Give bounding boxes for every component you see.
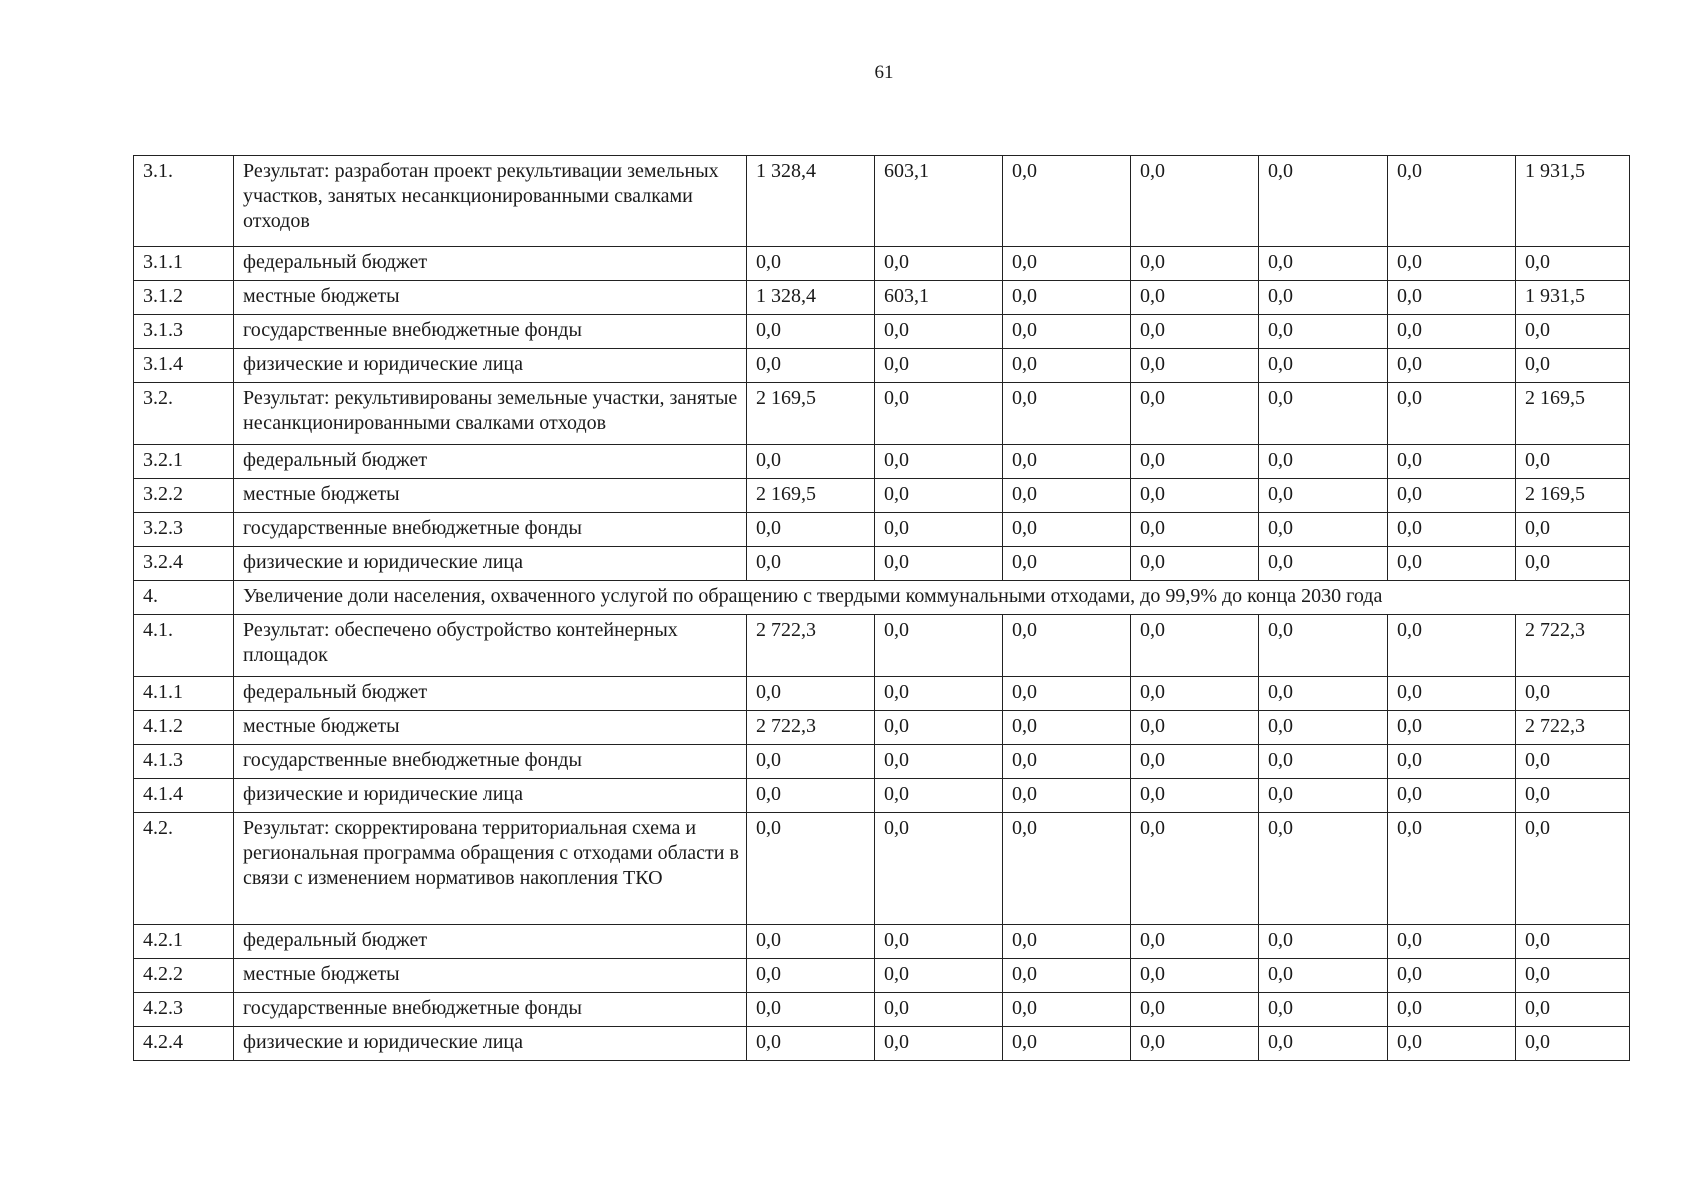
value-cell: 0,0 [747, 547, 875, 581]
value-cell: 0,0 [747, 813, 875, 925]
row-name: Результат: рекультивированы земельные участки, занятые несанкционированными свалками отходов [234, 383, 747, 445]
value-cell: 0,0 [1131, 993, 1259, 1027]
value-cell: 0,0 [1388, 479, 1516, 513]
value-cell: 0,0 [747, 959, 875, 993]
value-cell: 0,0 [1003, 247, 1131, 281]
row-name: физические и юридические лица [234, 547, 747, 581]
value-cell: 0,0 [1131, 445, 1259, 479]
value-cell: 0,0 [1259, 677, 1388, 711]
value-cell: 0,0 [1003, 745, 1131, 779]
source-row [134, 1027, 1630, 1061]
value-cell: 0,0 [1259, 547, 1388, 581]
value-cell: 0,0 [1259, 959, 1388, 993]
value-cell: 0,0 [875, 677, 1003, 711]
row-code: 4.1. [134, 615, 234, 677]
value-total: 0,0 [1516, 677, 1630, 711]
source-row [134, 479, 1630, 513]
value-cell: 0,0 [1131, 959, 1259, 993]
value-total: 0,0 [1516, 513, 1630, 547]
row-name: федеральный бюджет [234, 677, 747, 711]
value-cell: 0,0 [747, 1027, 875, 1061]
value-total: 1 931,5 [1516, 281, 1630, 315]
value-cell: 0,0 [875, 779, 1003, 813]
value-cell: 0,0 [1388, 925, 1516, 959]
row-name: Увеличение доли населения, охваченного услугой по обращению с твердыми коммунальными отходами, до 99,9% до конца 2030 года [234, 581, 1630, 615]
value-cell: 0,0 [747, 779, 875, 813]
value-total: 0,0 [1516, 745, 1630, 779]
source-row [134, 959, 1630, 993]
value-cell: 0,0 [875, 383, 1003, 445]
value-total: 2 722,3 [1516, 711, 1630, 745]
value-cell: 0,0 [747, 745, 875, 779]
row-code: 4.2.2 [134, 959, 234, 993]
goal-row [134, 581, 1630, 615]
value-cell: 0,0 [1259, 315, 1388, 349]
value-cell: 0,0 [1003, 547, 1131, 581]
value-cell: 0,0 [875, 479, 1003, 513]
value-cell: 0,0 [1003, 315, 1131, 349]
row-code: 4.1.3 [134, 745, 234, 779]
value-cell: 2 722,3 [747, 615, 875, 677]
value-cell: 0,0 [1259, 513, 1388, 547]
value-total: 1 931,5 [1516, 156, 1630, 247]
row-name: местные бюджеты [234, 959, 747, 993]
value-cell: 603,1 [875, 281, 1003, 315]
value-cell: 0,0 [1131, 281, 1259, 315]
value-total: 2 169,5 [1516, 479, 1630, 513]
value-cell: 2 722,3 [747, 711, 875, 745]
value-cell: 0,0 [1388, 315, 1516, 349]
value-cell: 0,0 [1259, 383, 1388, 445]
value-cell: 0,0 [1388, 445, 1516, 479]
value-cell: 0,0 [875, 547, 1003, 581]
value-cell: 0,0 [1131, 479, 1259, 513]
value-cell: 0,0 [1259, 281, 1388, 315]
value-cell: 0,0 [1388, 383, 1516, 445]
value-total: 2 722,3 [1516, 615, 1630, 677]
value-cell: 0,0 [1131, 925, 1259, 959]
value-cell: 0,0 [1003, 281, 1131, 315]
source-row [134, 745, 1630, 779]
row-code: 4.2.1 [134, 925, 234, 959]
value-cell: 0,0 [1259, 615, 1388, 677]
value-cell: 0,0 [1131, 383, 1259, 445]
value-total: 0,0 [1516, 547, 1630, 581]
value-cell: 0,0 [875, 711, 1003, 745]
value-cell: 0,0 [1131, 247, 1259, 281]
value-cell: 1 328,4 [747, 281, 875, 315]
value-cell: 0,0 [1388, 959, 1516, 993]
row-name: федеральный бюджет [234, 445, 747, 479]
value-cell: 0,0 [1003, 993, 1131, 1027]
row-code: 3.2.4 [134, 547, 234, 581]
source-row [134, 315, 1630, 349]
value-cell: 0,0 [747, 315, 875, 349]
value-cell: 0,0 [1259, 1027, 1388, 1061]
value-cell: 0,0 [1388, 156, 1516, 247]
value-cell: 0,0 [1003, 479, 1131, 513]
value-cell: 0,0 [1003, 513, 1131, 547]
row-code: 4.2.4 [134, 1027, 234, 1061]
value-cell: 0,0 [1003, 445, 1131, 479]
value-total: 0,0 [1516, 925, 1630, 959]
value-cell: 0,0 [1388, 993, 1516, 1027]
source-row [134, 677, 1630, 711]
value-total: 0,0 [1516, 315, 1630, 349]
value-cell: 0,0 [747, 925, 875, 959]
page-number: 61 [874, 62, 894, 83]
row-code: 4.2. [134, 813, 234, 925]
row-name: местные бюджеты [234, 281, 747, 315]
value-total: 0,0 [1516, 247, 1630, 281]
row-name: физические и юридические лица [234, 1027, 747, 1061]
row-name: Результат: разработан проект рекультивации земельных участков, занятых несанкционированными свалками отходов [234, 156, 747, 247]
source-row [134, 281, 1630, 315]
row-name: физические и юридические лица [234, 349, 747, 383]
value-cell: 0,0 [1388, 547, 1516, 581]
value-cell: 0,0 [1388, 677, 1516, 711]
value-cell: 0,0 [1003, 925, 1131, 959]
value-cell: 0,0 [1131, 156, 1259, 247]
value-cell: 0,0 [1388, 711, 1516, 745]
value-cell: 0,0 [1131, 315, 1259, 349]
value-cell: 0,0 [875, 513, 1003, 547]
row-name: государственные внебюджетные фонды [234, 315, 747, 349]
value-cell: 0,0 [875, 745, 1003, 779]
value-total: 0,0 [1516, 445, 1630, 479]
table-body [134, 156, 1630, 1061]
value-cell: 0,0 [1003, 383, 1131, 445]
result-row [134, 156, 1630, 247]
value-cell: 0,0 [1259, 479, 1388, 513]
result-row [134, 383, 1630, 445]
value-cell: 0,0 [1259, 779, 1388, 813]
value-cell: 0,0 [1388, 1027, 1516, 1061]
value-cell: 0,0 [747, 349, 875, 383]
value-cell: 0,0 [1131, 677, 1259, 711]
value-cell: 0,0 [875, 959, 1003, 993]
value-cell: 0,0 [1131, 779, 1259, 813]
value-cell: 0,0 [747, 993, 875, 1027]
source-row [134, 925, 1630, 959]
row-code: 3.2. [134, 383, 234, 445]
value-cell: 0,0 [1003, 959, 1131, 993]
row-name: физические и юридические лица [234, 779, 747, 813]
row-code: 3.2.3 [134, 513, 234, 547]
value-cell: 0,0 [1388, 281, 1516, 315]
source-row [134, 993, 1630, 1027]
row-code: 3.2.1 [134, 445, 234, 479]
value-cell: 603,1 [875, 156, 1003, 247]
row-code: 3.2.2 [134, 479, 234, 513]
value-cell: 0,0 [1388, 349, 1516, 383]
value-total: 0,0 [1516, 959, 1630, 993]
source-row [134, 247, 1630, 281]
value-cell: 0,0 [875, 993, 1003, 1027]
row-code: 4.1.1 [134, 677, 234, 711]
value-cell: 0,0 [1388, 513, 1516, 547]
value-cell: 0,0 [875, 445, 1003, 479]
row-name: местные бюджеты [234, 479, 747, 513]
row-code: 3.1.2 [134, 281, 234, 315]
value-cell: 0,0 [875, 349, 1003, 383]
value-cell: 0,0 [1388, 615, 1516, 677]
value-cell: 0,0 [875, 1027, 1003, 1061]
value-cell: 0,0 [1003, 1027, 1131, 1061]
value-cell: 0,0 [1259, 349, 1388, 383]
row-code: 3.1.1 [134, 247, 234, 281]
value-cell: 0,0 [1131, 547, 1259, 581]
row-code: 4.1.4 [134, 779, 234, 813]
value-total: 0,0 [1516, 1027, 1630, 1061]
result-row [134, 615, 1630, 677]
value-total: 2 169,5 [1516, 383, 1630, 445]
value-cell: 2 169,5 [747, 479, 875, 513]
value-cell: 0,0 [875, 925, 1003, 959]
row-name: Результат: обеспечено обустройство контейнерных площадок [234, 615, 747, 677]
source-row [134, 349, 1630, 383]
value-cell: 0,0 [1131, 1027, 1259, 1061]
row-name: федеральный бюджет [234, 247, 747, 281]
row-name: государственные внебюджетные фонды [234, 745, 747, 779]
row-name: государственные внебюджетные фонды [234, 993, 747, 1027]
value-cell: 0,0 [1259, 813, 1388, 925]
value-cell: 0,0 [1259, 993, 1388, 1027]
value-cell: 0,0 [875, 813, 1003, 925]
value-total: 0,0 [1516, 349, 1630, 383]
value-cell: 0,0 [1259, 745, 1388, 779]
value-cell: 0,0 [1388, 247, 1516, 281]
source-row [134, 779, 1630, 813]
value-cell: 0,0 [747, 677, 875, 711]
value-cell: 0,0 [1131, 513, 1259, 547]
value-cell: 2 169,5 [747, 383, 875, 445]
source-row [134, 547, 1630, 581]
result-row [134, 813, 1630, 925]
value-total: 0,0 [1516, 993, 1630, 1027]
value-cell: 0,0 [1003, 615, 1131, 677]
value-cell: 0,0 [1003, 813, 1131, 925]
value-cell: 0,0 [1003, 779, 1131, 813]
value-cell: 0,0 [1388, 745, 1516, 779]
row-name: федеральный бюджет [234, 925, 747, 959]
source-row [134, 711, 1630, 745]
row-name: государственные внебюджетные фонды [234, 513, 747, 547]
value-cell: 0,0 [1259, 711, 1388, 745]
row-code: 3.1.4 [134, 349, 234, 383]
value-cell: 0,0 [1003, 156, 1131, 247]
value-cell: 0,0 [747, 445, 875, 479]
row-code: 3.1. [134, 156, 234, 247]
value-cell: 0,0 [747, 247, 875, 281]
budget-table [133, 155, 1630, 1061]
value-cell: 0,0 [1131, 615, 1259, 677]
row-code: 3.1.3 [134, 315, 234, 349]
row-code: 4.1.2 [134, 711, 234, 745]
row-code: 4.2.3 [134, 993, 234, 1027]
row-code: 4. [134, 581, 234, 615]
value-cell: 0,0 [747, 513, 875, 547]
value-cell: 0,0 [1259, 925, 1388, 959]
value-cell: 0,0 [1259, 445, 1388, 479]
value-total: 0,0 [1516, 813, 1630, 925]
value-cell: 0,0 [1259, 247, 1388, 281]
source-row [134, 513, 1630, 547]
value-cell: 0,0 [875, 615, 1003, 677]
value-cell: 0,0 [1388, 813, 1516, 925]
row-name: Результат: скорректирована территориальная схема и региональная программа обращения с отходами области в связи с изменением нормативов накопления ТКО [234, 813, 747, 925]
value-cell: 0,0 [1131, 711, 1259, 745]
value-cell: 0,0 [1131, 349, 1259, 383]
value-cell: 0,0 [1003, 677, 1131, 711]
source-row [134, 445, 1630, 479]
value-cell: 0,0 [1259, 156, 1388, 247]
value-cell: 0,0 [1131, 745, 1259, 779]
value-cell: 1 328,4 [747, 156, 875, 247]
value-cell: 0,0 [875, 247, 1003, 281]
row-name: местные бюджеты [234, 711, 747, 745]
value-total: 0,0 [1516, 779, 1630, 813]
value-cell: 0,0 [875, 315, 1003, 349]
value-cell: 0,0 [1003, 349, 1131, 383]
value-cell: 0,0 [1131, 813, 1259, 925]
value-cell: 0,0 [1388, 779, 1516, 813]
value-cell: 0,0 [1003, 711, 1131, 745]
